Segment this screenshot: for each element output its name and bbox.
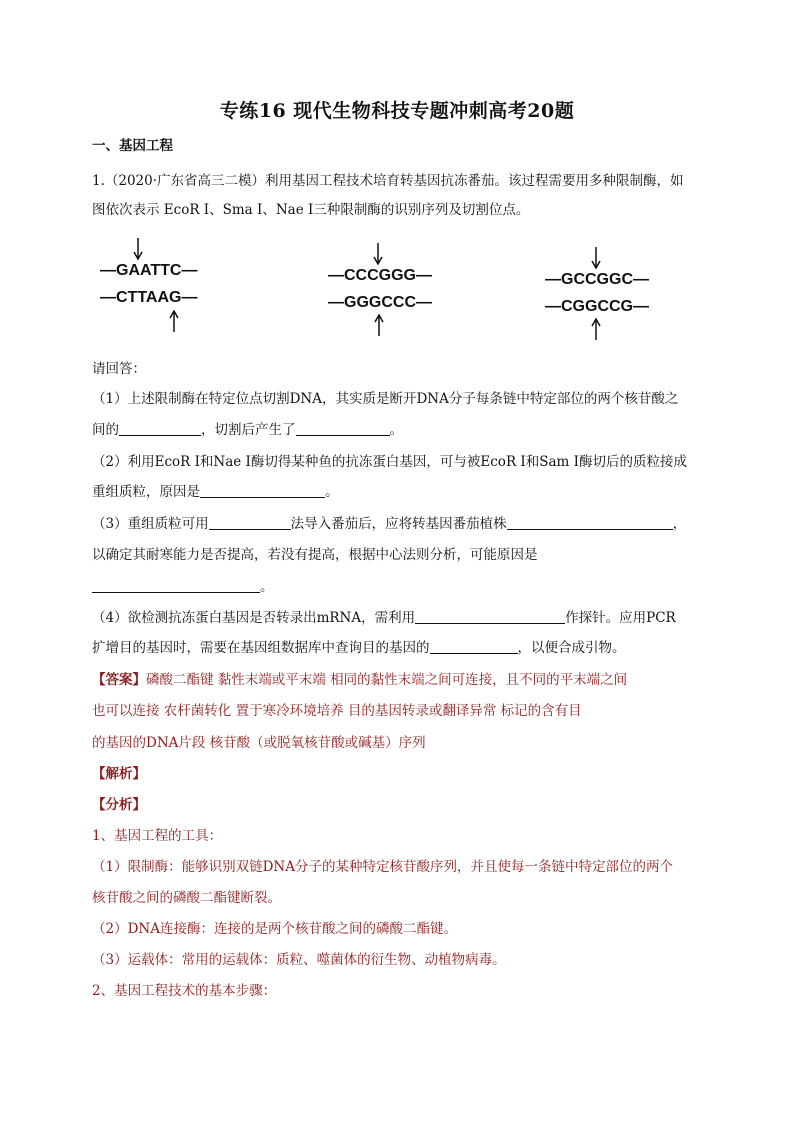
please-answer: 请回答： bbox=[92, 361, 146, 377]
analysis-line: （2）DNA连接酶：连接的是两个核苷酸之间的磷酸二酯键。 bbox=[92, 921, 457, 937]
text: 。 bbox=[389, 422, 403, 438]
analysis-line: （3）运载体：常用的运载体：质粒、噬菌体的衍生物、动植物病毒。 bbox=[92, 952, 506, 968]
analysis-line: 核苷酸之间的磷酸二酯键断裂。 bbox=[92, 890, 281, 906]
subquestion-1-line2 bbox=[92, 420, 403, 440]
sequence-top: —CCCGGG— bbox=[328, 267, 432, 284]
question-intro-line2: 图依次表示 EcoR I、Sma I、Nae I三种限制酶的识别序列及切割位点。 bbox=[92, 202, 530, 218]
text: 法导入番茄后，应将转基因番茄植株 bbox=[290, 516, 507, 532]
subquestion-2-line1: （2）利用EcoR I和Nae I酶切得某种鱼的抗冻蛋白基因，可与被EcoR I和Sam I酶切后的质粒接成 bbox=[92, 454, 687, 470]
answer-blank[interactable] bbox=[119, 421, 201, 436]
text: 。 bbox=[325, 484, 339, 500]
answer-blank[interactable] bbox=[92, 578, 260, 593]
subquestion-3-line3 bbox=[92, 577, 274, 597]
subquestion-3-line1 bbox=[92, 514, 686, 534]
sequence-bottom: —CGGCCG— bbox=[545, 298, 649, 315]
text: ，切割后产生了 bbox=[201, 422, 296, 438]
subquestion-3-line2: 以确定其耐寒能力是否提高，若没有提高，根据中心法则分析，可能原因是 bbox=[92, 547, 538, 563]
answer-blank[interactable] bbox=[200, 483, 325, 498]
text: 作探针。应用PCR bbox=[565, 610, 676, 626]
answer-blank[interactable] bbox=[430, 639, 518, 654]
text: 扩增目的基因时，需要在基因组数据库中查询目的基因的 bbox=[92, 640, 430, 656]
subquestion-2-line2 bbox=[92, 482, 339, 502]
answer-blank[interactable] bbox=[415, 609, 565, 624]
analysis-line: （1）限制酶：能够识别双链DNA分子的某种特定核苷酸序列，并且使每一条链中特定部位的两个 bbox=[92, 859, 673, 875]
down-arrow-icon bbox=[371, 243, 385, 265]
analysis-line: 2、基因工程技术的基本步骤： bbox=[92, 983, 277, 999]
text: ， bbox=[672, 516, 687, 532]
sequence-top: —GAATTC— bbox=[100, 262, 198, 279]
answer-text: 磷酸二酯键 黏性末端或平末端 相同的黏性末端之间可连接，且不同的平末端之间 bbox=[146, 672, 628, 688]
answer-line1 bbox=[92, 670, 627, 690]
answer-blank[interactable] bbox=[296, 421, 390, 436]
answer-blank[interactable] bbox=[209, 515, 291, 530]
subquestion-4-line2 bbox=[92, 638, 626, 658]
sequence-bottom: —CTTAAG— bbox=[100, 289, 198, 306]
page-title: 专练16 现代生物科技专题冲刺高考20题 bbox=[219, 100, 575, 122]
analysis-tag: 【解析】 bbox=[92, 766, 146, 782]
question-intro-line1: 1.（2020·广东省高三二模）利用基因工程技术培育转基因抗冻番茄。该过程需要用多种限制酶，如 bbox=[92, 173, 684, 189]
text: 重组质粒，原因是 bbox=[92, 484, 200, 500]
analysis-line: 1、基因工程的工具： bbox=[92, 828, 223, 844]
sequence-top: —GCCGGC— bbox=[545, 271, 649, 288]
analysis-subtag: 【分析】 bbox=[92, 797, 146, 813]
section-heading: 一、基因工程 bbox=[92, 138, 173, 154]
text: （4）欲检测抗冻蛋白基因是否转录出mRNA，需利用 bbox=[92, 610, 416, 626]
answer-tag: 【答案】 bbox=[92, 672, 146, 688]
subquestion-1-line1: （1）上述限制酶在特定位点切割DNA，其实质是断开DNA分子每条链中特定部位的两个核苷酸之 bbox=[92, 391, 679, 407]
down-arrow-icon bbox=[589, 247, 603, 269]
subquestion-4-line1 bbox=[92, 608, 676, 628]
answer-blank[interactable] bbox=[507, 515, 673, 530]
text: 间的 bbox=[92, 422, 119, 438]
text: 。 bbox=[260, 579, 274, 595]
up-arrow-icon bbox=[589, 318, 603, 340]
answer-line3: 的基因的DNA片段 核苷酸（或脱氧核苷酸或碱基）序列 bbox=[92, 735, 426, 751]
sequence-bottom: —GGGCCC— bbox=[328, 294, 432, 311]
text: （3）重组质粒可用 bbox=[92, 516, 209, 532]
answer-line2: 也可以连接 农杆菌转化 置于寒冷环境培养 目的基因转录或翻译异常 标记的含有目 bbox=[92, 703, 582, 719]
down-arrow-icon bbox=[131, 238, 145, 260]
up-arrow-icon bbox=[167, 310, 181, 332]
text: ，以便合成引物。 bbox=[517, 640, 626, 656]
up-arrow-icon bbox=[372, 314, 386, 336]
